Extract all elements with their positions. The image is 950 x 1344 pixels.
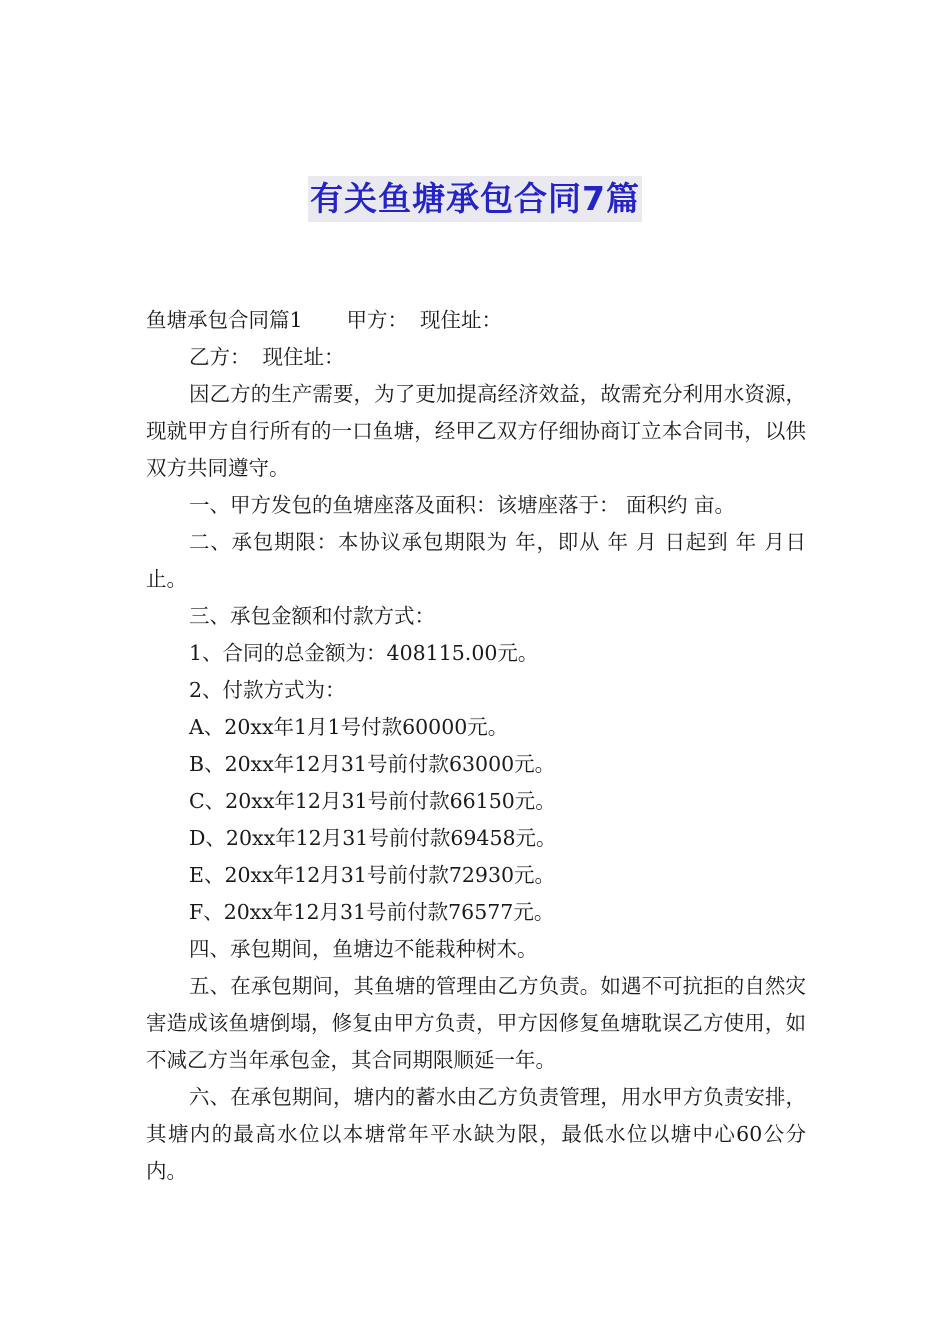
paragraph-total-amount: 1、合同的总金额为：408115.00元。 xyxy=(189,641,539,665)
payment-item-f: F、20xx年12月31号前付款76577元。 xyxy=(189,900,555,924)
paragraph-clause-1: 一、甲方发包的鱼塘座落及面积：该塘座落于： 面积约 亩。 xyxy=(189,493,736,517)
paragraph-clause-5: 五、在承包期间，其鱼塘的管理由乙方负责。如遇不可抗拒的自然灾害造成该鱼塘倒塌，修复由甲方负责，甲方因修复鱼塘耽误乙方使用，如不减乙方当年承包金，其合同期限顺延一年。 xyxy=(146,974,806,1072)
paragraph-intro: 因乙方的生产需要，为了更加提高经济效益，故需充分利用水资源，现就甲方自行所有的一口鱼塘，经甲乙双方仔细协商订立本合同书，以供双方共同遵守。 xyxy=(146,382,806,480)
party-b-label: 乙方： xyxy=(189,345,251,369)
payment-item-d: D、20xx年12月31号前付款69458元。 xyxy=(189,826,557,850)
party-a-address-label: 现住址： xyxy=(420,308,503,332)
payment-item-e: E、20xx年12月31号前付款72930元。 xyxy=(189,863,556,887)
paragraph-clause-3: 三、承包金额和付款方式： xyxy=(189,604,435,628)
party-a-label: 甲方： xyxy=(346,308,409,332)
paragraph-clause-4: 四、承包期间，鱼塘边不能栽种树木。 xyxy=(189,937,538,961)
paragraph-clause-6: 六、在承包期间，塘内的蓄水由乙方负责管理，用水甲方负责安排，其塘内的最高水位以本塘常年平水缺为限，最低水位以塘中心60公分内。 xyxy=(146,1085,806,1183)
document-title: 有关鱼塘承包合同7篇 xyxy=(308,176,642,222)
party-b-address-label: 现住址： xyxy=(262,345,345,369)
paragraph-payment-method: 2、付款方式为： xyxy=(189,678,346,702)
title-container xyxy=(0,176,950,222)
party-b-line xyxy=(146,339,806,376)
paragraph-clause-2: 二、承包期限：本协议承包期限为 年，即从 年 月 日起到 年 月日止。 xyxy=(146,530,806,591)
contract-header-line xyxy=(146,302,806,339)
contract-heading: 鱼塘承包合同篇1 xyxy=(146,308,303,332)
document-body xyxy=(146,302,806,1190)
payment-item-a: A、20xx年1月1号付款60000元。 xyxy=(189,715,509,739)
payment-item-c: C、20xx年12月31号前付款66150元。 xyxy=(189,789,556,813)
payment-item-b: B、20xx年12月31号前付款63000元。 xyxy=(189,752,556,776)
